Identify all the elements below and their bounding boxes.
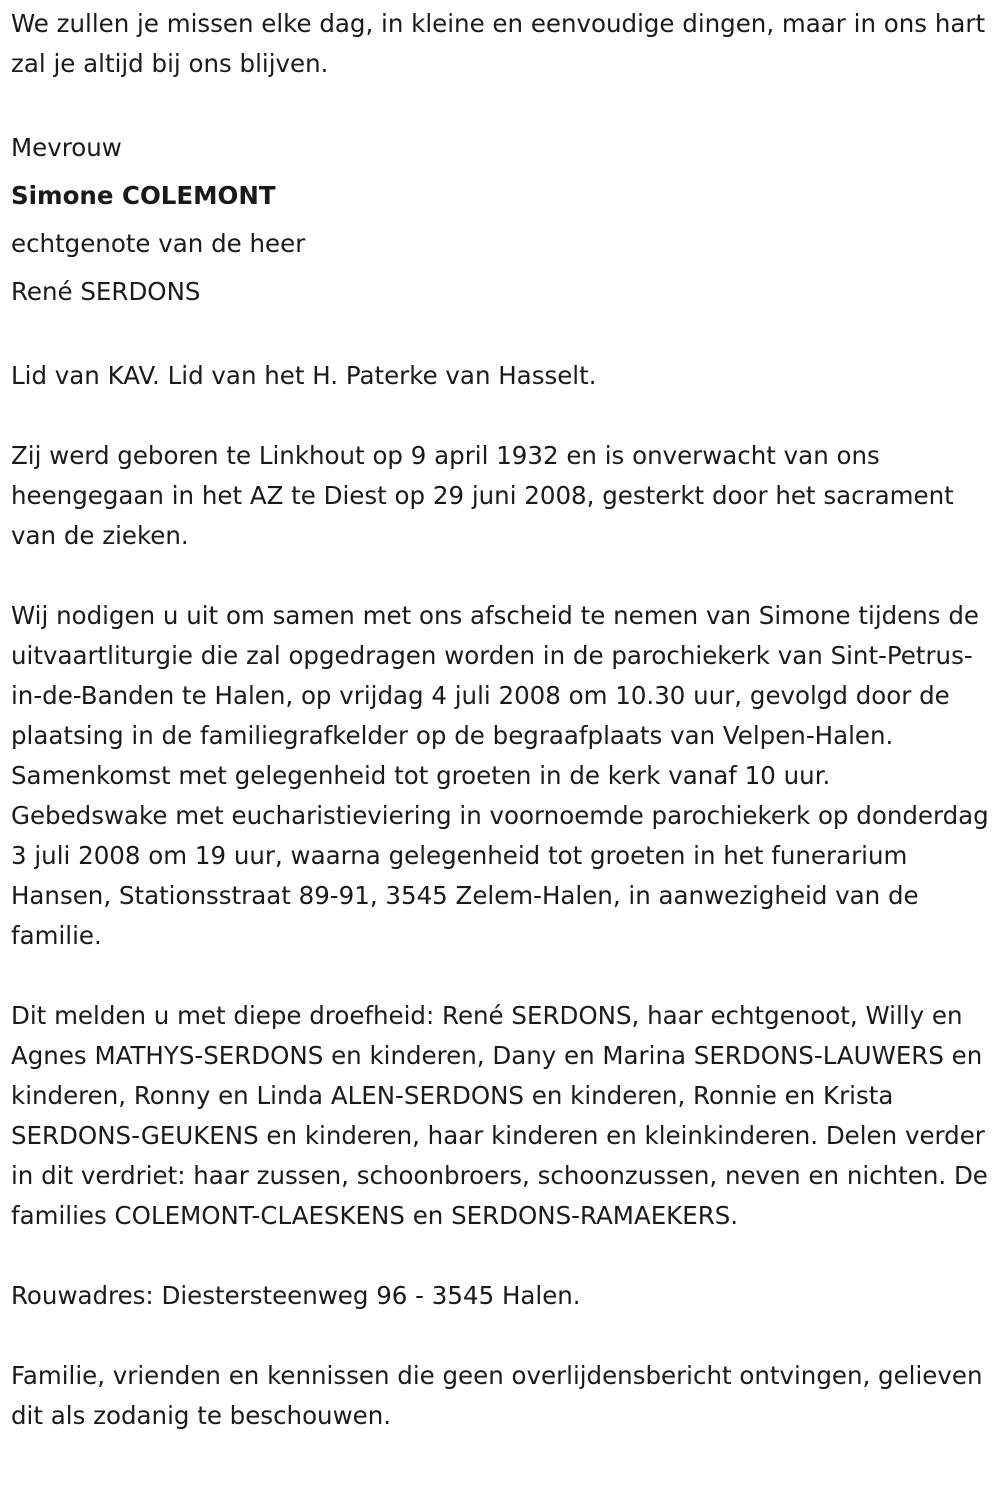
funeral-text: Wij nodigen u uit om samen met ons afscheid te nemen van Simone tijdens de uitvaartliturgie die zal opgedragen worden in de parochiekerk van Sint-Petrus-in-de-Banden te Halen, op vrijdag 4 juli 2008 om 10.30 uur, gevolgd door de plaatsing in de familiegrafkelder op de begraafplaats van Velpen-Halen. Samenkomst met gelegenheid tot groeten in de kerk vanaf 10 uur. Gebedswake met eucharistieviering in voornoemde parochiekerk op donderdag 3 juli 2008 om 19 uur, waarna gelegenheid tot groeten in het funerarium Hansen, Stationsstraat 89-91, 3545 Zelem-Halen, in aanwezigheid van de familie.: [11, 601, 989, 950]
deceased-name: Simone COLEMONT: [11, 181, 276, 210]
title-text: Mevrouw: [11, 133, 122, 162]
relation-text: echtgenote van de heer: [11, 229, 306, 258]
birth-death-text: Zij werd geboren te Linkhout op 9 april 1932 en is onverwacht van ons heengegaan in het AZ te Diest op 29 juni 2008, gesterkt door het sacrament van de zieken.: [11, 441, 954, 550]
spouse-name: René SERDONS: [11, 277, 201, 306]
family-text: Dit melden u met diepe droefheid: René SERDONS, haar echtgenoot, Willy en Agnes MATHYS-SERDONS en kinderen, Dany en Marina SERDONS-LAUWERS en kinderen, Ronny en Linda ALEN-SERDONS en kinderen, Ronnie en Krista SERDONS-GEUKENS en kinderen, haar kinderen en kleinkinderen. Delen verder in dit verdriet: haar zussen, schoonbroers, schoonzussen, neven en nichten. De families COLEMONT-CLAESKENS en SERDONS-RAMAEKERS.: [11, 1001, 988, 1230]
intro-text: We zullen je missen elke dag, in kleine en eenvoudige dingen, maar in ons hart zal je altijd bij ons blijven.: [11, 9, 986, 78]
membership-text: Lid van KAV. Lid van het H. Paterke van Hasselt.: [11, 361, 597, 390]
closing-text: Familie, vrienden en kennissen die geen overlijdensbericht ontvingen, gelieven dit als zodanig te beschouwen.: [11, 1361, 983, 1430]
address-text: Rouwadres: Diestersteenweg 96 - 3545 Halen.: [11, 1281, 581, 1310]
